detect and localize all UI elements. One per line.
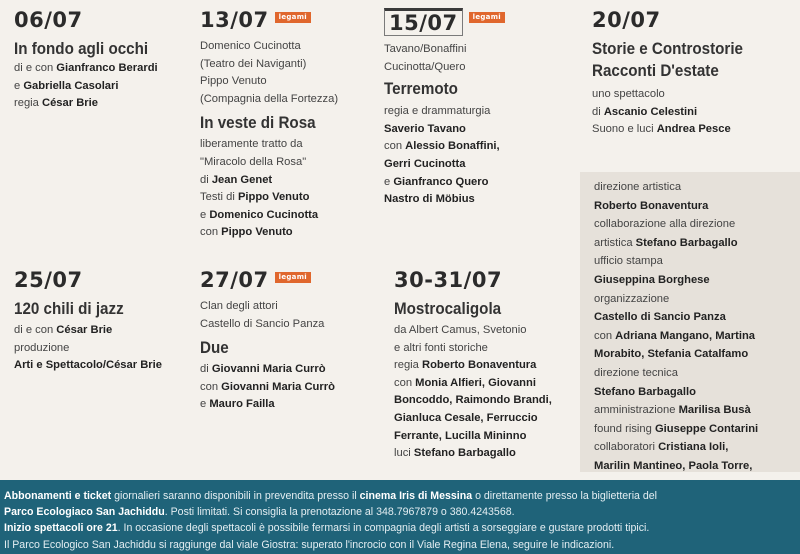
event-title: In veste di Rosa [200, 114, 316, 133]
credit-line [594, 178, 800, 197]
footer-text: Il Parco Ecologico San Jachiddu si raggiunge dal viale Giostra: superato l'incrocio con il Viale Regina Elena, seguire le indicazioni. [4, 538, 615, 551]
event-date-row [200, 8, 380, 32]
event-date-row [200, 268, 380, 292]
credit-name: Gianfranco Berardi [56, 62, 158, 74]
credit-line [594, 364, 800, 383]
credit-role: ufficio stampa [594, 255, 663, 268]
credit-name: Castello di Sancio Panza [594, 311, 726, 324]
credit-name: Alessio Bonaffini, [405, 140, 500, 153]
credit-line [200, 207, 380, 225]
event-credits [384, 103, 574, 209]
credit-line [14, 95, 189, 113]
credit-name: Giuseppe Contarini [654, 422, 759, 435]
credit-line [592, 104, 797, 122]
credit-role: con [200, 226, 222, 239]
intro-line: e altri fonti storiche [394, 341, 488, 354]
event-06-07 [14, 8, 189, 113]
intro-line: Clan degli attori [200, 300, 278, 312]
credit-role: uno spettacolo [592, 88, 665, 100]
event-title: In fondo agli occhi [14, 40, 149, 58]
credit-name: Morabito, Stefania Catalfamo [594, 348, 749, 361]
credit-role: di [200, 173, 212, 186]
credit-line [594, 420, 800, 439]
event-credits [592, 86, 797, 139]
intro-line: Domenico Cucinotta [200, 40, 301, 52]
credit-name: Saverio Tavano [384, 122, 466, 135]
event-date: 30-31/07 [394, 268, 503, 292]
credit-line [14, 340, 194, 358]
credit-line [594, 271, 800, 290]
credit-role: Testi di [200, 191, 238, 204]
event-subtitle: Racconti D'estate [592, 62, 719, 80]
credit-role: direzione tecnica [594, 366, 678, 379]
intro-line: da Albert Camus, Svetonio [394, 324, 527, 336]
footer-bold: Parco Ecologiaco San Jachiddu [4, 506, 165, 519]
event-title: 120 chili di jazz [14, 300, 124, 318]
credit-line [384, 156, 574, 174]
credit-line [594, 327, 800, 346]
credit-role: di [592, 105, 604, 118]
event-date-row [384, 8, 574, 36]
credit-name: Gerri Cucinotta [384, 157, 466, 170]
credit-line [594, 308, 800, 327]
credit-role: "Miracolo della Rosa" [200, 155, 307, 168]
credit-name: Adriana Mangano, Martina [615, 329, 756, 342]
credit-line [594, 215, 800, 234]
credit-role: con [394, 376, 416, 389]
footer-text: giornalieri saranno disponibili in prevendita presso il [111, 490, 360, 502]
credit-line [394, 357, 579, 375]
event-credits [200, 361, 380, 414]
credit-line [384, 174, 574, 192]
credit-line [14, 78, 189, 96]
credit-name: Stefano Barbagallo [413, 447, 516, 460]
credit-line [594, 345, 800, 364]
credit-line [200, 361, 380, 379]
credit-line [594, 234, 800, 253]
credit-name: Jean Genet [211, 173, 273, 186]
production-credits-panel [580, 172, 800, 472]
event-intro [200, 38, 380, 108]
credit-name: Boncoddo, Raimondo Brandi, [394, 394, 552, 407]
credit-name: Roberto Bonaventura [594, 199, 709, 212]
event-title: Storie e Controstorie [592, 40, 743, 58]
credit-line [200, 154, 380, 172]
event-title: Due [200, 339, 229, 358]
credit-name: Domenico Cucinotta [209, 208, 319, 221]
footer-text: . In occasione degli spettacoli è possibile fermarsi in compagnia degli artisti a sorseggiare e gustare prodotti tipici. [117, 522, 650, 535]
legami-badge: legami [469, 12, 505, 23]
footer-text: . Posti limitati. Si consiglia la prenotazione al 348.7967879 o 380.4243568. [164, 506, 515, 519]
credit-role: regia [14, 97, 42, 110]
credit-name: Marilin Mantineo, Paola Torre, [594, 459, 753, 472]
credit-line [394, 428, 579, 446]
event-intro [384, 41, 574, 76]
event-20-07 [592, 8, 797, 139]
credit-name: Gabriella Casolari [23, 79, 119, 92]
credit-line [594, 383, 800, 402]
credit-line [200, 172, 380, 190]
credit-name: Marilisa Busà [678, 404, 751, 417]
intro-line: Tavano/Bonaffini [384, 43, 467, 55]
credit-line [384, 103, 574, 121]
event-credits [200, 136, 380, 242]
credit-line [592, 121, 797, 139]
credit-name: Ascanio Celestini [603, 105, 698, 118]
credit-line [14, 322, 194, 340]
credit-role: liberamente tratto da [200, 138, 303, 151]
event-date: 13/07 [200, 8, 269, 32]
credit-line [394, 445, 579, 463]
credit-line [594, 401, 800, 420]
intro-line: (Compagnia della Fortezza) [200, 92, 339, 105]
event-date: 15/07 [384, 8, 463, 36]
credit-line [394, 375, 579, 393]
event-date: 27/07 [200, 268, 269, 292]
credit-line [592, 86, 797, 104]
credit-role: Suono e luci [592, 123, 657, 136]
event-15-07 [384, 8, 574, 209]
credit-role: e [384, 175, 394, 188]
credit-line [594, 457, 800, 476]
credit-role: direzione artistica [594, 181, 682, 193]
footer-line-booking [4, 504, 796, 520]
event-title: Mostrocaligola [394, 300, 502, 318]
credit-line [200, 136, 380, 154]
credit-name: Nastro di Möbius [384, 193, 475, 206]
legami-badge: legami [275, 272, 311, 283]
footer-bold: Abbonamenti e ticket [4, 490, 112, 502]
event-credits [14, 322, 194, 375]
credit-line [14, 60, 189, 78]
credit-line [384, 138, 574, 156]
credit-line [200, 379, 380, 397]
event-date: 20/07 [592, 8, 661, 32]
credit-line [200, 189, 380, 207]
credit-name: Pippo Venuto [237, 191, 310, 204]
credit-role: con [384, 140, 406, 153]
credit-line [394, 410, 579, 428]
event-27-07 [200, 268, 380, 414]
intro-line: Cucinotta/Quero [384, 60, 466, 73]
credit-name: Arti e Spettacolo/César Brie [14, 359, 162, 372]
credit-name: César Brie [56, 324, 113, 336]
event-date: 25/07 [14, 268, 83, 292]
credit-name: Pippo Venuto [221, 226, 293, 239]
event-30-31-07 [394, 268, 579, 463]
credit-role: di e con [14, 62, 57, 74]
credit-role: collaborazione alla direzione [594, 218, 736, 231]
credit-role: amministrazione [594, 404, 679, 417]
footer-text: o direttamente presso la biglietteria del [472, 490, 658, 502]
credit-role: regia [394, 359, 422, 372]
credit-name: César Brie [42, 97, 98, 110]
credit-line [594, 197, 800, 216]
legami-badge: legami [275, 12, 311, 23]
credit-name: Gianluca Cesale, Ferruccio [394, 411, 538, 424]
credit-role: con [594, 329, 616, 342]
credit-name: Stefano Barbagallo [635, 236, 738, 249]
credit-name: Gianfranco Quero [393, 175, 489, 188]
credit-role: con [200, 380, 222, 393]
credit-line [594, 438, 800, 457]
credit-role: organizzazione [594, 292, 670, 305]
footer-line-directions [4, 537, 796, 553]
credit-name: Roberto Bonaventura [422, 359, 537, 372]
intro-line: Castello di Sancio Panza [200, 317, 325, 330]
credit-line [394, 392, 579, 410]
event-credits [394, 357, 579, 463]
production-credits [594, 178, 800, 494]
credit-name: Monia Alfieri, Giovanni [415, 376, 536, 389]
credit-name: Ferrante, Lucilla Mininno [394, 429, 527, 442]
event-intro [200, 298, 380, 333]
credit-line [200, 224, 380, 242]
credit-role: e [200, 208, 210, 221]
footer-line-start [4, 520, 796, 536]
credit-role: e [200, 398, 210, 411]
footer-bold: Inizio spettacoli ore 21 [4, 522, 118, 535]
credit-line [384, 191, 574, 209]
credit-name: Giovanni Maria Currò [221, 380, 335, 393]
credit-line [594, 252, 800, 271]
credit-role: e [14, 79, 24, 92]
credit-name: Giuseppina Borghese [594, 273, 710, 286]
credit-role: regia e drammaturgia [384, 105, 491, 118]
credit-name: Mauro Failla [209, 398, 275, 411]
credit-name: Andrea Pesce [656, 123, 731, 136]
credit-line [594, 290, 800, 309]
event-credits [14, 60, 189, 113]
credit-role: collaboratori [594, 441, 659, 454]
info-footer [0, 480, 800, 554]
credit-name: Giovanni Maria Currò [211, 363, 326, 376]
credit-line [384, 121, 574, 139]
credit-role: luci [394, 447, 414, 460]
credit-name: Cristiana Ioli, [658, 441, 729, 454]
credit-role: di [200, 363, 212, 376]
event-25-07 [14, 268, 194, 375]
footer-bold: cinema Iris di Messina [359, 490, 473, 502]
credit-line [14, 357, 194, 375]
event-title: Terremoto [384, 80, 458, 99]
credit-role: di e con [14, 324, 57, 336]
credit-role: found rising [594, 422, 655, 435]
event-date: 06/07 [14, 8, 83, 32]
event-intro [394, 322, 579, 357]
credit-role: artistica [594, 236, 636, 249]
intro-line: (Teatro dei Naviganti) [200, 57, 307, 70]
credit-role: produzione [14, 341, 70, 354]
intro-line: Pippo Venuto [200, 75, 267, 88]
credit-line [200, 396, 380, 414]
credit-name: Stefano Barbagallo [594, 385, 696, 398]
footer-line-tickets [4, 488, 796, 504]
event-13-07 [200, 8, 380, 242]
